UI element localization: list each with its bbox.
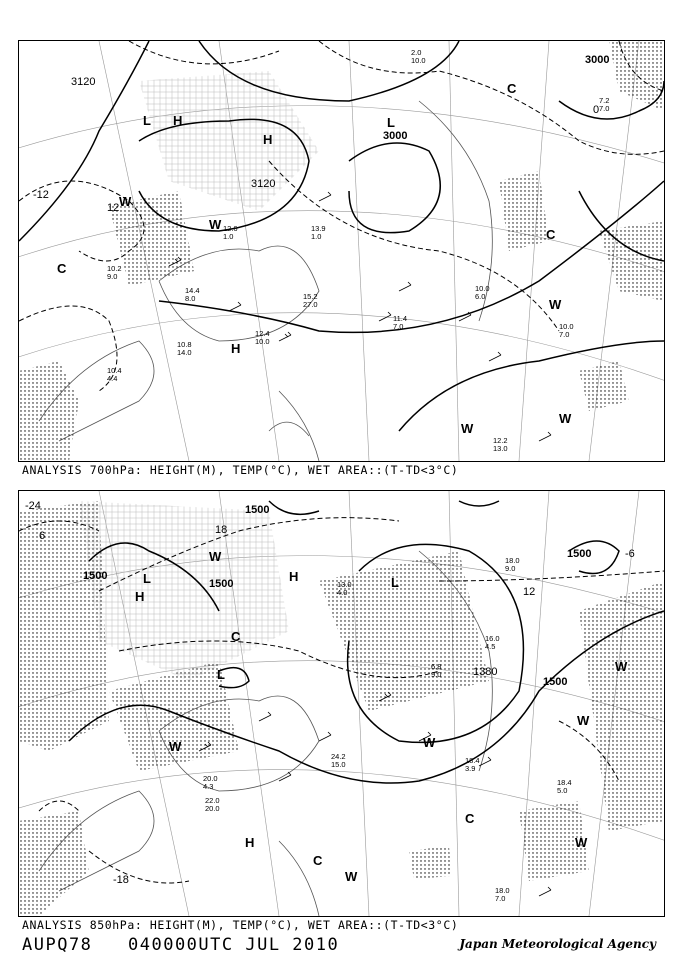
station-dewpoint: 3.9 [465, 764, 476, 773]
center-marker: W [423, 735, 436, 750]
station-temp: 13.9 [311, 224, 326, 233]
center-marker: W [169, 739, 182, 754]
station-dewpoint: 1.0 [223, 232, 234, 241]
contour-label: 1500 [209, 578, 234, 590]
center-marker: H [135, 589, 145, 604]
center-marker: H [263, 132, 273, 147]
center-marker: W [119, 194, 132, 209]
station-temp: 10.0 [475, 284, 490, 293]
station-dewpoint: 5.0 [557, 786, 568, 795]
station-temp: 2.0 [411, 48, 422, 57]
chart-700hpa [18, 40, 665, 462]
center-marker: L [217, 667, 225, 682]
center-marker: L [143, 571, 151, 586]
agency-credit: Japan Meteorological Agency [459, 937, 656, 951]
station-temp: 18.4 [557, 778, 572, 787]
contour-label: 1500 [245, 504, 270, 516]
center-marker: W [559, 411, 572, 426]
center-marker: C [57, 261, 67, 276]
center-marker: W [461, 421, 474, 436]
map-700hpa [19, 41, 664, 461]
station-temp: 18.0 [495, 886, 510, 895]
center-marker: C [465, 811, 475, 826]
valid-time: 040000UTC JUL 2010 [128, 935, 340, 955]
contour-label: 3120 [251, 178, 276, 190]
station-temp: 10.4 [107, 366, 122, 375]
station-temp: 12.6 [223, 224, 238, 233]
station-dewpoint: 13.0 [493, 444, 508, 453]
station-temp: 14.4 [185, 286, 200, 295]
center-marker: L [391, 575, 399, 590]
map-850hpa [19, 491, 664, 916]
station-dewpoint: 4.5 [485, 642, 496, 651]
bulletin-code: AUPQ78 [22, 935, 93, 955]
center-marker: L [387, 115, 395, 130]
station-temp: 10.0 [559, 322, 574, 331]
station-temp: 18.0 [505, 556, 520, 565]
station-temp: 10.8 [177, 340, 192, 349]
center-marker: W [209, 217, 222, 232]
contour-label: 0 [593, 104, 600, 116]
contour-label: -12 [33, 189, 49, 201]
contour-label: 12 [107, 202, 120, 214]
station-dewpoint: 4.0 [337, 588, 348, 597]
station-temp: 12.2 [493, 436, 508, 445]
station-temp: 16.0 [485, 634, 500, 643]
center-marker: W [549, 297, 562, 312]
contour-label: 18 [215, 524, 228, 536]
contour-label: 12 [523, 586, 536, 598]
contour-label: 1500 [543, 676, 568, 688]
contour-label: 1500 [83, 570, 108, 582]
center-marker: H [289, 569, 299, 584]
station-dewpoint: 7.0 [559, 330, 570, 339]
contour-label: 3120 [71, 76, 96, 88]
center-marker: H [245, 835, 255, 850]
station-temp: 24.2 [331, 752, 346, 761]
contour-label: -18 [113, 874, 129, 886]
station-temp: 12.4 [255, 329, 270, 338]
station-temp: 7.2 [599, 96, 610, 105]
contour-label: -6 [625, 548, 635, 560]
center-marker: W [345, 869, 358, 884]
center-marker: C [507, 81, 517, 96]
station-temp: 11.4 [393, 314, 408, 323]
station-dewpoint: 9.0 [505, 564, 516, 573]
contour-label: 3000 [383, 130, 408, 142]
station-dewpoint: 7.0 [495, 894, 506, 903]
chart-caption-850hpa: ANALYSIS 850hPa: HEIGHT(M), TEMP(°C), WET AREA::(T-TD<3°C) [22, 918, 459, 932]
center-marker: W [209, 549, 222, 564]
station-dewpoint: 15.0 [331, 760, 346, 769]
observed-area [79, 501, 289, 681]
station-temp: 15.2 [303, 292, 318, 301]
station-dewpoint: 4.3 [203, 782, 214, 791]
center-marker: W [615, 659, 628, 674]
station-dewpoint: 4.4 [107, 374, 118, 383]
station-dewpoint: 20.0 [205, 804, 220, 813]
chart-caption-700hpa: ANALYSIS 700hPa: HEIGHT(M), TEMP(°C), WET AREA::(T-TD<3°C) [22, 463, 459, 477]
contour-label: 1380 [473, 666, 498, 678]
station-temp: 22.0 [205, 796, 220, 805]
contour-label: 6 [39, 530, 46, 542]
station-dewpoint: 14.0 [177, 348, 192, 357]
station-temp: 13.0 [337, 580, 352, 589]
station-temp: 18.4 [465, 756, 480, 765]
center-marker: W [575, 835, 588, 850]
station-dewpoint: 7.0 [599, 104, 610, 113]
contour-label: -24 [25, 500, 41, 512]
contour-label: 1500 [567, 548, 592, 560]
station-temp: 20.0 [203, 774, 218, 783]
station-dewpoint: 1.0 [311, 232, 322, 241]
center-marker: C [546, 227, 556, 242]
center-marker: H [173, 113, 183, 128]
station-dewpoint: 7.0 [393, 322, 404, 331]
center-marker: H [231, 341, 241, 356]
station-dewpoint: 10.0 [411, 56, 426, 65]
station-dewpoint: 6.0 [475, 292, 486, 301]
observed-area [139, 71, 319, 211]
station-dewpoint: 8.0 [185, 294, 196, 303]
center-marker: W [577, 713, 590, 728]
center-marker: C [231, 629, 241, 644]
station-dewpoint: 27.0 [303, 300, 318, 309]
contour-label: 3000 [585, 54, 610, 66]
station-dewpoint: 9.0 [107, 272, 118, 281]
station-dewpoint: 9.0 [431, 670, 442, 679]
center-marker: L [143, 113, 151, 128]
chart-850hpa [18, 490, 665, 917]
station-temp: 10.2 [107, 264, 122, 273]
center-marker: C [313, 853, 323, 868]
station-dewpoint: 10.0 [255, 337, 270, 346]
station-temp: 6.8 [431, 662, 442, 671]
